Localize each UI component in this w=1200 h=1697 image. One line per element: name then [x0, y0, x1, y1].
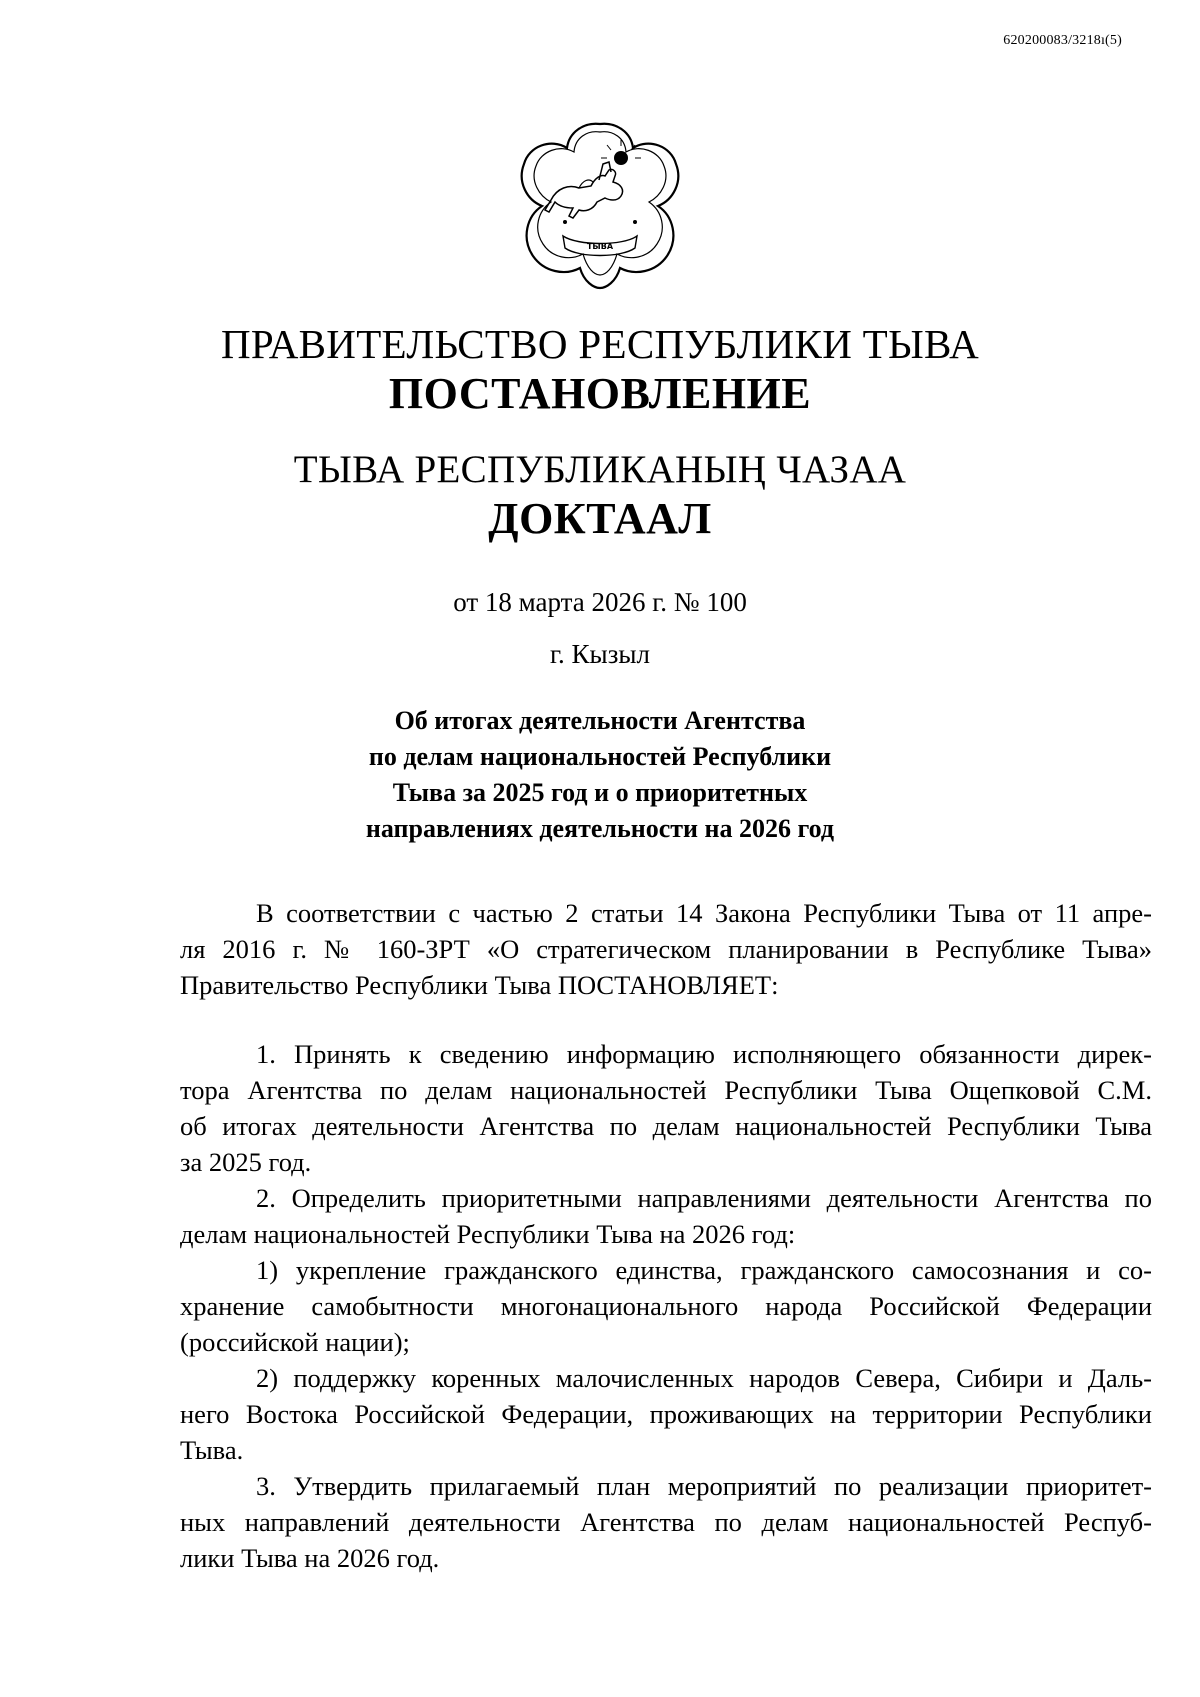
decree-title-line: по делам национальностей Республики	[368, 742, 832, 771]
decree-items	[180, 1036, 1152, 1576]
item2-sub1-line: хранение самобытности многонационального народа Российской Федерации	[180, 1291, 1152, 1321]
tuva-emblem-icon	[513, 118, 688, 290]
decree-title-line: Тыва за 2025 год и о приоритетных	[392, 778, 808, 807]
item1-line: об итогах деятельности Агентства по делам национальностей Республики Тыва	[180, 1111, 1152, 1141]
decree-date: от 18 марта 2026 г. № 100	[453, 587, 747, 617]
item1-line: за 2025 год.	[180, 1147, 312, 1177]
decree-type-tv: ДОКТААЛ	[488, 494, 712, 543]
decree-type-ru: ПОСТАНОВЛЕНИЕ	[388, 369, 812, 418]
preamble-line: ля 2016 г. № 160-ЗРТ «О стратегическом планировании в Республике Тыва»	[180, 934, 1152, 964]
item3-line: ных направлений деятельности Агентства по делам национальностей Респуб-	[180, 1507, 1152, 1537]
preamble-line: В соответствии с частью 2 статьи 14 Закона Республики Тыва от 11 апре-	[256, 898, 1152, 928]
item3-line: лики Тыва на 2026 год.	[180, 1543, 440, 1573]
preamble-line: Правительство Республики Тыва ПОСТАНОВЛЯЕТ:	[180, 970, 779, 1000]
item2-sub2-line: 2) поддержку коренных малочисленных народов Севера, Сибири и Даль-	[256, 1363, 1152, 1393]
item3-line: 3. Утвердить прилагаемый план мероприятий по реализации приоритет-	[256, 1471, 1152, 1501]
item2-sub1-line: (российской нации);	[180, 1327, 410, 1357]
item2-sub2-line: Тыва.	[180, 1435, 244, 1465]
item2-sub1-line: 1) укрепление гражданского единства, гражданского самосознания и со-	[256, 1255, 1152, 1285]
document-registration-number: 620200083/3218ı(5)	[1003, 33, 1122, 48]
item1-line: 1. Принять к сведению информацию исполняющего обязанности дирек-	[256, 1039, 1152, 1069]
emblem-ribbon-text: ТЫВА	[586, 242, 614, 251]
decree-city: г. Кызыл	[550, 639, 650, 669]
item1-line: тора Агентства по делам национальностей Республики Тыва Ощепковой С.М.	[180, 1075, 1152, 1105]
government-title-ru: ПРАВИТЕЛЬСТВО РЕСПУБЛИКИ ТЫВА	[220, 321, 980, 367]
preamble-paragraph	[180, 895, 1152, 1003]
item2-sub2-line: него Востока Российской Федерации, проживающих на территории Республики	[180, 1399, 1152, 1429]
government-title-tv: ТЫВА РЕСПУБЛИКАНЫҢ ЧАЗАА	[293, 448, 907, 491]
decree-title-line: Об итогах деятельности Агентства	[394, 706, 806, 735]
item2-line: делам национальностей Республики Тыва на 2026 год:	[180, 1219, 796, 1249]
decree-title	[0, 703, 1200, 847]
decree-title-line: направлениях деятельности на 2026 год	[365, 814, 835, 843]
item2-line: 2. Определить приоритетными направлениями деятельности Агентства по	[256, 1183, 1152, 1213]
